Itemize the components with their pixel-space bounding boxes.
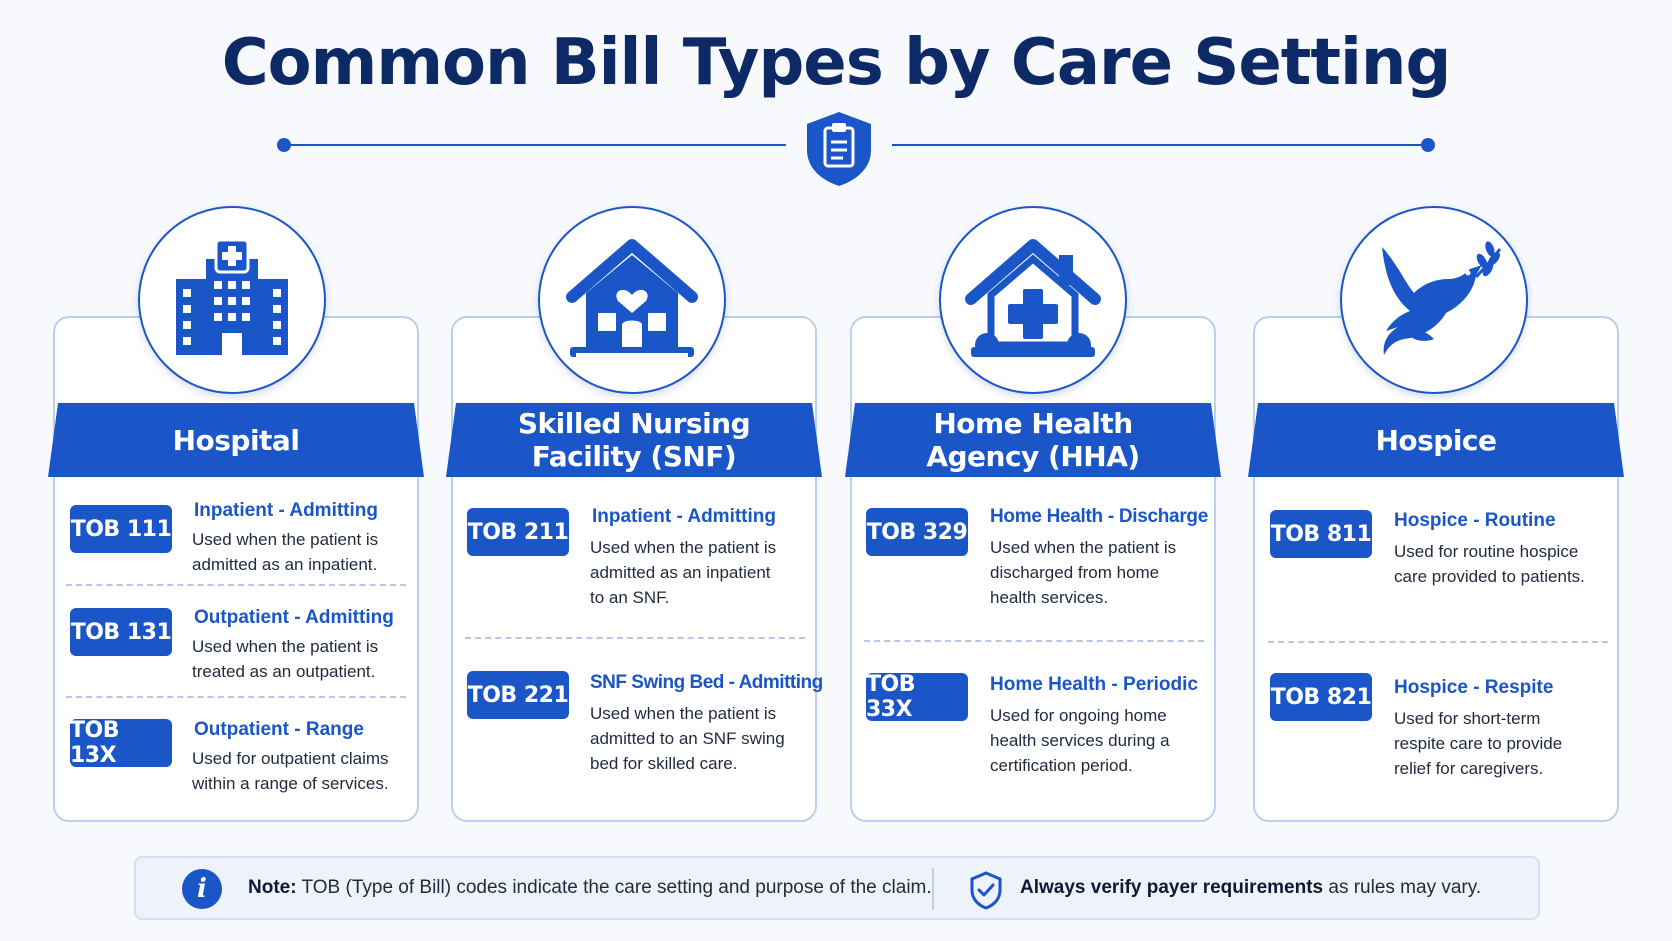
snf-circle — [538, 206, 726, 394]
hospice-circle — [1340, 206, 1528, 394]
entry-separator — [66, 584, 406, 586]
note-divider — [932, 868, 934, 910]
card-title: Home Health Agency (HHA) — [926, 407, 1140, 473]
tob-code-badge: TOB 33X — [866, 673, 968, 721]
tob-code-badge: TOB 221 — [467, 671, 569, 719]
entry-description: Used when the patient is admitted to an SNF swing bed for skilled care. — [590, 704, 785, 773]
shield-check-icon — [968, 870, 1004, 910]
entry-title: SNF Swing Bed - Admitting — [590, 672, 823, 693]
note-label: Note: — [248, 877, 297, 898]
entry-description: Used for short-term respite care to provide relief for caregivers. — [1394, 709, 1563, 778]
hospital-circle — [138, 206, 326, 394]
entry-title: Outpatient - Range — [194, 719, 364, 740]
entry-separator — [864, 640, 1204, 642]
entry-title: Outpatient - Admitting — [194, 607, 394, 628]
entry-description: Used when the patient is treated as an outpatient. — [192, 637, 379, 681]
house-heart-icon — [562, 235, 702, 365]
note-text — [248, 877, 932, 899]
verify-body: as rules may vary. — [1328, 877, 1482, 898]
entry-title: Hospice - Respite — [1394, 677, 1554, 698]
entry-title: Hospice - Routine — [1394, 510, 1556, 531]
banner-hospice — [1248, 403, 1624, 477]
tob-code-badge: TOB 111 — [70, 505, 172, 553]
entry-separator — [66, 696, 406, 698]
verify-text — [1020, 877, 1481, 899]
hospital-building-icon — [167, 235, 297, 365]
entry-separator — [1268, 641, 1608, 643]
entry-description: Used for outpatient claims within a range of services. — [192, 749, 389, 793]
card-title: Skilled Nursing Facility (SNF) — [517, 407, 751, 473]
note-bar — [134, 856, 1540, 920]
tob-code-badge: TOB 131 — [70, 608, 172, 656]
entry-description: Used when the patient is discharged from home health services. — [990, 538, 1177, 607]
info-icon: i — [182, 869, 222, 909]
entry-title: Home Health - Discharge — [990, 506, 1208, 527]
card-title: Hospice — [1375, 423, 1497, 457]
entry-title: Inpatient - Admitting — [194, 500, 378, 521]
tob-code-badge: TOB 329 — [866, 508, 968, 556]
banner-snf — [446, 403, 822, 477]
entry-description: Used when the patient is admitted as an inpatient. — [192, 530, 379, 574]
entry-description: Used when the patient is admitted as an inpatient to an SNF. — [590, 538, 777, 607]
home-medical-cross-icon — [963, 235, 1103, 365]
entry-separator — [465, 637, 805, 639]
dove-icon — [1364, 235, 1504, 365]
entry-title: Home Health - Periodic — [990, 674, 1198, 695]
tob-code-badge: TOB 811 — [1270, 510, 1372, 558]
banner-hha — [845, 403, 1221, 477]
entry-title: Inpatient - Admitting — [592, 506, 776, 527]
entry-description: Used for ongoing home health services during a certification period. — [990, 706, 1170, 775]
note-body: TOB (Type of Bill) codes indicate the care setting and purpose of the claim. — [301, 877, 932, 898]
entry-description: Used for routine hospice care provided to patients. — [1394, 542, 1585, 586]
page-title: Common Bill Types by Care Setting — [221, 26, 1451, 100]
clipboard-shield-icon — [807, 112, 871, 186]
tob-code-badge: TOB 211 — [467, 508, 569, 556]
card-title: Hospital — [172, 423, 300, 457]
hha-circle — [939, 206, 1127, 394]
tob-code-badge: TOB 821 — [1270, 673, 1372, 721]
tob-code-badge: TOB 13X — [70, 719, 172, 767]
banner-hospital — [48, 403, 424, 477]
verify-bold: Always verify payer requirements — [1020, 877, 1324, 898]
